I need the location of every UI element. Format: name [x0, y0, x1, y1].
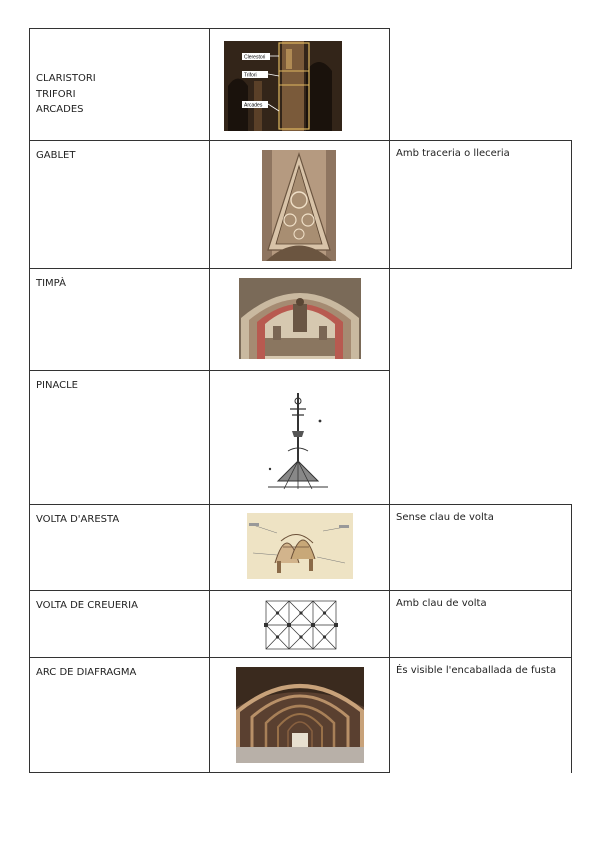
term-cell: [29, 504, 210, 591]
image-cell: [209, 268, 390, 371]
image-label: Trifori: [244, 72, 257, 79]
image-cell: [209, 504, 390, 591]
note-text: És visible l'encaballada de fusta: [396, 665, 557, 676]
note-text: Sense clau de volta: [396, 512, 494, 523]
note-cell: [389, 140, 572, 269]
table-row: [0, 590, 600, 658]
pinnacle-drawing: [248, 391, 338, 491]
term-label: PINACLE: [36, 380, 78, 391]
term-label: ARCADES: [36, 104, 84, 115]
image-cell: [209, 28, 390, 141]
rib-vault-plan: [262, 597, 340, 653]
table-row: [0, 370, 600, 505]
term-label: VOLTA D'ARESTA: [36, 514, 120, 525]
table-row: [0, 28, 600, 141]
table-row: [0, 657, 600, 773]
term-label: TRIFORI: [36, 88, 76, 100]
image-label: Arcades: [244, 102, 263, 109]
term-label: VOLTA DE CREUERIA: [36, 600, 138, 611]
note-text: Amb clau de volta: [396, 598, 487, 609]
image-cell: [209, 370, 390, 505]
term-label: CLARISTORI: [36, 73, 96, 84]
image-cell: [209, 657, 390, 773]
gable-photo: [262, 150, 336, 261]
term-label: GABLET: [36, 150, 76, 161]
nave-elevation-photo: [224, 41, 342, 131]
table-row: [0, 140, 600, 269]
image-label: Clerestori: [244, 54, 266, 61]
tympanum-photo: [239, 278, 361, 359]
diaphragm-arch-photo: [236, 667, 364, 763]
groin-vault-diagram: [247, 513, 353, 579]
note-cell: [389, 590, 572, 658]
term-cell: [29, 28, 210, 141]
term-label: ARC DE DIAFRAGMA: [36, 667, 137, 678]
note-cell: [389, 504, 572, 591]
term-label: TIMPÀ: [36, 278, 66, 289]
term-cell: [29, 590, 210, 658]
term-cell: [29, 268, 210, 371]
image-cell: [209, 140, 390, 269]
table-row: [0, 504, 600, 591]
note-cell: [389, 657, 572, 773]
term-cell: [29, 370, 210, 505]
table-row: [0, 268, 600, 371]
note-text: Amb traceria o lleceria: [396, 148, 510, 159]
term-cell: [29, 140, 210, 269]
image-cell: [209, 590, 390, 658]
term-cell: [29, 657, 210, 773]
